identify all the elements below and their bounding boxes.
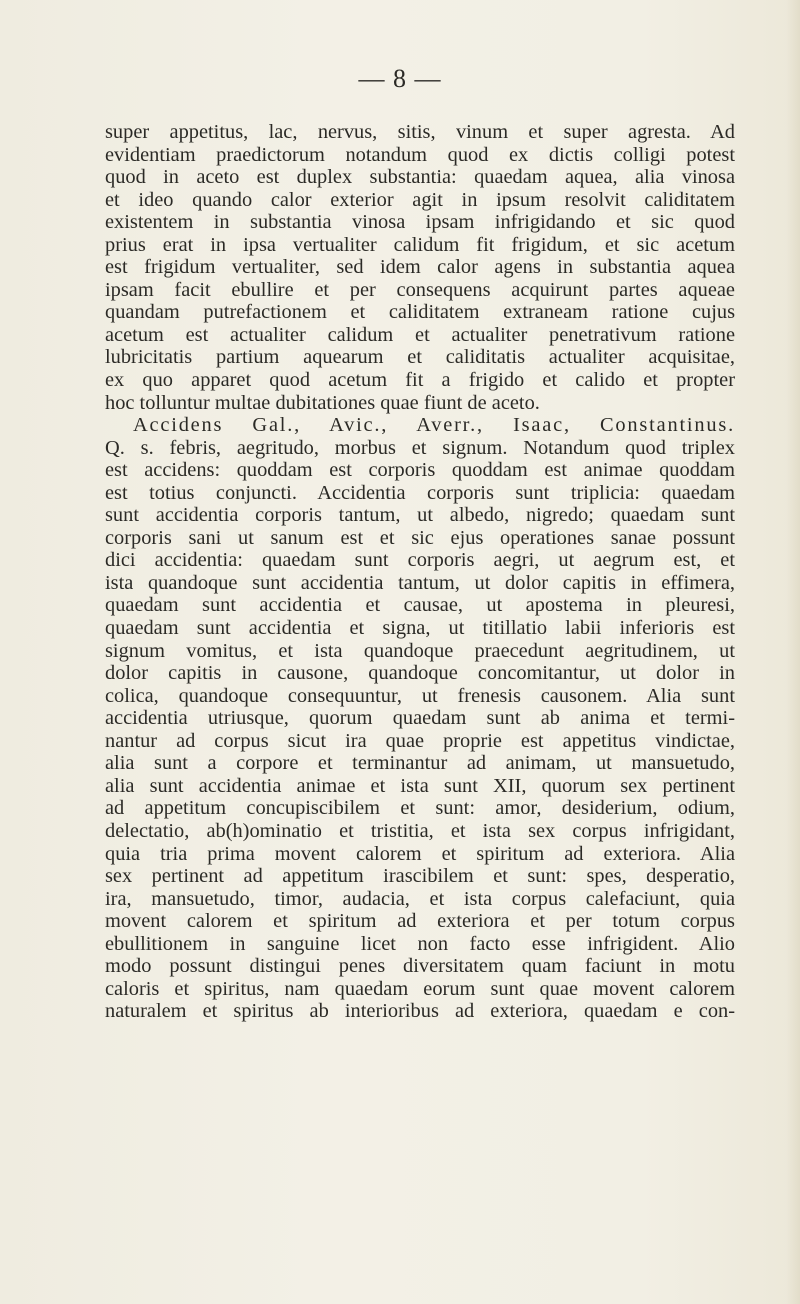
text-line: acetum est actualiter calidum et actualiter penetrativum ratione [105, 323, 735, 346]
text-line: sunt accidentia corporis tantum, ut albedo, nigredo; quaedam sunt [105, 504, 735, 527]
text-line: hoc tolluntur multae dubitationes quae fiunt de aceto. [105, 391, 540, 414]
text-line: ira, mansuetudo, timor, audacia, et ista corpus calefaciunt, quia [105, 887, 735, 910]
page-number: — 8 — [358, 64, 442, 93]
text-line: super appetitus, lac, nervus, sitis, vinum et super agresta. Ad [105, 121, 735, 143]
text-line: ex quo apparet quod acetum fit a frigido et calido et propter [105, 369, 735, 392]
text-line: caloris et spiritus, nam quaedam eorum sunt quae movent calorem [105, 977, 735, 1000]
text-line: alia sunt a corpore et terminantur ad animam, ut mansuetudo, [105, 752, 735, 775]
text-line: quaedam sunt accidentia et causae, ut apostema in pleuresi, [105, 594, 735, 617]
text-line: ebullitionem in sanguine licet non facto esse infrigident. Alio [105, 932, 735, 955]
text-line: Q. s. febris, aegritudo, morbus et signum. Notandum quod triplex [105, 436, 735, 459]
text-line: quaedam sunt accidentia et signa, ut titillatio labii inferioris est [105, 617, 735, 640]
text-line: est totius conjuncti. Accidentia corporis sunt triplicia: quaedam [105, 481, 735, 504]
text-line: quandam putrefactionem et caliditatem extraneam ratione cujus [105, 301, 735, 324]
text-line: colica, quandoque consequuntur, ut frenesis causonem. Alia sunt [105, 684, 735, 707]
text-line: existentem in substantia vinosa ipsam infrigidando et sic quod [105, 211, 735, 234]
text-line: ipsam facit ebullire et per consequens acquirunt partes aqueae [105, 278, 735, 301]
text-line: dolor capitis in causone, quandoque concomitantur, ut dolor in [105, 662, 735, 685]
text-line: evidentiam praedictorum notandum quod ex dictis colligi potest [105, 143, 735, 166]
text-line: dici accidentia: quaedam sunt corporis aegri, ut aegrum est, et [105, 549, 735, 572]
page-edge-shadow [786, 0, 800, 1304]
text-line: naturalem et spiritus ab interioribus ad exteriora, quaedam e con- [105, 1000, 735, 1023]
text-line: quod in aceto est duplex substantia: quaedam aquea, alia vinosa [105, 166, 735, 189]
text-line: delectatio, ab(h)ominatio et tristitia, et ista sex corpus infrigidant, [105, 819, 735, 842]
text-line: lubricitatis partium aquearum et caliditatis actualiter acquisitae, [105, 346, 735, 369]
text-line: movent calorem et spiritum ad exteriora et per totum corpus [105, 910, 735, 933]
text-line: sex pertinent ad appetitum irascibilem et sunt: spes, desperatio, [105, 865, 735, 888]
text-line: accidentia utriusque, quorum quaedam sunt ab anima et termi- [105, 707, 735, 730]
text-line: ista quandoque sunt accidentia tantum, ut dolor capitis in effimera, [105, 571, 735, 594]
text-line: prius erat in ipsa vertualiter calidum fit frigidum, et sic acetum [105, 233, 735, 256]
text-body [105, 121, 735, 1023]
text-line: nantur ad corpus sicut ira quae proprie est appetitus vindictae, [105, 729, 735, 752]
text-line: est frigidum vertualiter, sed idem calor agens in substantia aquea [105, 256, 735, 279]
text-line: ad appetitum concupiscibilem et sunt: amor, desiderium, odium, [105, 797, 735, 820]
text-line: quia tria prima movent calorem et spiritum ad exteriora. Alia [105, 842, 735, 865]
text-line: et ideo quando calor exterior agit in ipsum resolvit caliditatem [105, 188, 735, 211]
text-line: corporis sani ut sanum est et sic ejus operationes sanae possunt [105, 526, 735, 549]
text-line: signum vomitus, et ista quandoque praecedunt aegritudinem, ut [105, 639, 735, 662]
text-line: est accidens: quoddam est corporis quoddam est animae quoddam [105, 459, 735, 482]
text-line: modo possunt distingui penes diversitatem quam faciunt in motu [105, 955, 735, 978]
text-line: alia sunt accidentia animae et ista sunt XII, quorum sex pertinent [105, 774, 735, 797]
section-heading: Accidens Gal., Avic., Averr., Isaac, Constantinus. [133, 414, 735, 437]
